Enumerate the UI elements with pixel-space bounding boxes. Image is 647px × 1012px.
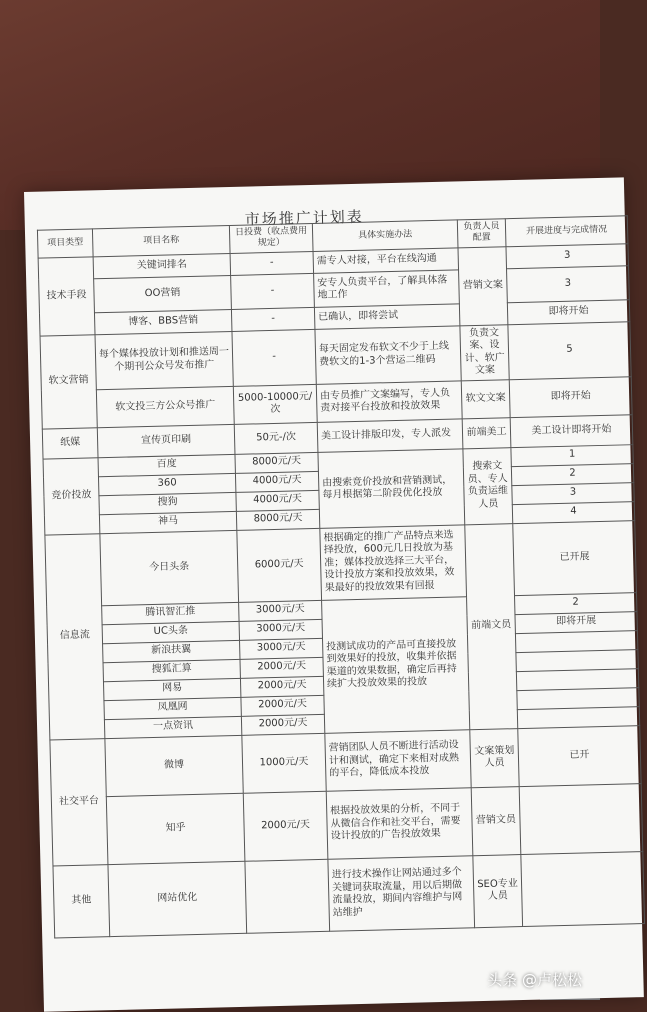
resp-cell: 文案策划人员 <box>470 728 519 787</box>
resp-cell: 前端文员 <box>465 523 518 729</box>
resp-cell: SEO专业人员 <box>473 854 523 927</box>
method-cell: 美工设计排版印发，专人派发 <box>317 418 463 452</box>
resp-cell: 营销文案 <box>458 246 508 325</box>
resp-cell: 搜索文员、专人负责运维人员 <box>463 447 513 524</box>
method-cell: 根据确定的推广产品特点来选择投放，600元几日投放为基准；媒体投放选择三大平台，设计投放方案和投放效果，效果最好的投放效果有回报 <box>320 524 467 600</box>
method-cell: 安专人负责平台，了解具体落地工作 <box>314 269 460 307</box>
fee-cell: 3000元/天 <box>239 619 322 640</box>
name-cell: 每个媒体投放计划和推送周一个期刊公众号发布推广 <box>95 331 233 389</box>
table-row <box>53 851 645 937</box>
name-cell: 百度 <box>98 454 235 476</box>
time-cell: 已开展 <box>513 520 637 595</box>
resp-cell: 营销文员 <box>471 786 521 855</box>
header-name: 项目名称 <box>92 225 230 256</box>
fee-cell: 6000元/天 <box>237 528 322 602</box>
name-cell: 网站优化 <box>108 861 247 936</box>
header-fee: 日投费（收点费用规定） <box>229 223 313 253</box>
fee-cell: 4000元/天 <box>236 490 319 511</box>
method-cell: 进行技术操作让网站通过多个关键词获取流量，用以后期做流量投放，期间内容维护与网站维护 <box>328 855 475 931</box>
resp-cell: 前端美工 <box>462 417 511 448</box>
name-cell: 凤凰网 <box>104 697 241 719</box>
method-cell: 由专员推广文案编写，专人负责对接平台投放和投放效果 <box>316 380 462 422</box>
fee-cell: 50元-/次 <box>234 422 318 454</box>
name-cell: OO营销 <box>94 275 232 312</box>
marketing-plan-table <box>37 215 645 938</box>
mode-cell-info: 信息流 <box>45 533 105 739</box>
method-cell: 需专人对接，平台在线沟通 <box>313 247 458 273</box>
name-cell: 博客、BBS营销 <box>94 309 231 334</box>
fee-cell: - <box>231 307 315 331</box>
fee-cell: 2000元/天 <box>240 676 323 697</box>
fee-cell: 1000元/天 <box>242 733 326 793</box>
header-mode: 项目类型 <box>37 229 93 258</box>
fee-cell: - <box>231 273 315 309</box>
time-cell: 即将开展 <box>515 611 637 633</box>
mode-cell-print: 纸媒 <box>42 427 98 458</box>
method-cell: 根据投放效果的分析，不同于从微信合作和社交平台，需要设计投放的广告投放效果 <box>326 787 473 859</box>
fee-cell: - <box>232 329 316 386</box>
time-cell: 即将开始 <box>507 299 630 324</box>
fee-cell: 2000元/天 <box>241 714 324 735</box>
name-cell: 网易 <box>103 678 240 700</box>
mode-cell-social: 社交平台 <box>50 738 108 865</box>
name-cell: 新浪扶翼 <box>103 640 240 662</box>
document-title: 市场推广计划表 <box>244 207 364 229</box>
time-cell: 2 <box>511 463 633 485</box>
fee-cell: 3000元/天 <box>240 638 323 659</box>
time-cell: 1 <box>511 444 633 466</box>
fee-cell: 5000-10000元/次 <box>233 384 317 424</box>
time-cell: 4 <box>512 501 634 523</box>
mode-cell-search: 竞价投放 <box>43 457 100 534</box>
name-cell: 一点资讯 <box>104 716 241 738</box>
time-cell: 即将开始 <box>509 376 632 417</box>
header-resp: 负责人员配置 <box>457 219 506 248</box>
name-cell: 微博 <box>105 735 243 796</box>
name-cell: 搜狐汇算 <box>103 659 240 681</box>
name-cell: 软文投三方公众号推广 <box>96 386 234 427</box>
header-method: 具体实施办法 <box>312 220 458 251</box>
time-cell: 5 <box>508 321 631 379</box>
name-cell: 今日头条 <box>100 530 239 605</box>
resp-cell: 软文文案 <box>461 379 510 418</box>
fee-cell: 2000元/天 <box>241 695 324 716</box>
fee-cell: 4000元/天 <box>235 471 318 492</box>
method-cell: 每天固定发布软文不少于上线费软文的1-3个营运二维码 <box>315 325 461 384</box>
name-cell: 搜狗 <box>99 492 236 514</box>
fee-cell: 3000元/天 <box>239 600 322 621</box>
time-cell: 3 <box>506 243 629 268</box>
method-cell: 投测试成功的产品可直接投放到效果好的投放，收集并依据渠道的效果数据，确定后再持续扩大投放效果的投放 <box>322 596 470 733</box>
time-cell: 已开 <box>518 725 641 786</box>
time-cell: 3 <box>512 482 634 504</box>
mode-cell-tech: 技术手段 <box>38 256 95 335</box>
fee-cell: 8000元/天 <box>236 509 319 530</box>
mode-cell-softtext: 软文营销 <box>40 334 97 428</box>
source-watermark: 头条 @卢松松 <box>487 971 582 989</box>
fee-cell: 8000元/天 <box>235 452 318 473</box>
fee-cell: - <box>230 251 314 275</box>
name-cell: 腾讯智汇推 <box>102 602 239 624</box>
time-cell <box>519 783 643 854</box>
name-cell: 知乎 <box>106 793 245 864</box>
fee-cell: 2000元/天 <box>243 791 328 861</box>
name-cell: UC头条 <box>102 621 239 643</box>
document-sheet <box>24 177 644 1011</box>
header-time: 开展进度与完成情况 <box>505 216 628 246</box>
method-cell: 由搜索竞价投放和营销测试，每月根据第二阶段优化投放 <box>318 448 465 528</box>
time-cell: 2 <box>514 592 636 614</box>
method-cell: 营销团队人员不断进行活动设计和测试，确定下来相对成熟的平台，降低成本投放 <box>325 729 471 791</box>
time-cell: 3 <box>507 265 630 302</box>
name-cell: 宣传页印刷 <box>97 424 235 457</box>
fee-cell: 2000元/天 <box>240 657 323 678</box>
name-cell: 关键词排名 <box>93 253 230 278</box>
method-cell: 已确认，即将尝试 <box>314 303 459 329</box>
time-cell <box>521 851 645 926</box>
name-cell: 神马 <box>99 511 236 533</box>
name-cell: 360 <box>98 473 235 495</box>
time-cell: 美工设计即将开始 <box>510 414 633 447</box>
resp-cell: 负责文案、设计、软广文案 <box>460 324 509 380</box>
fee-cell <box>245 859 330 933</box>
mode-cell-other: 其他 <box>53 864 110 937</box>
